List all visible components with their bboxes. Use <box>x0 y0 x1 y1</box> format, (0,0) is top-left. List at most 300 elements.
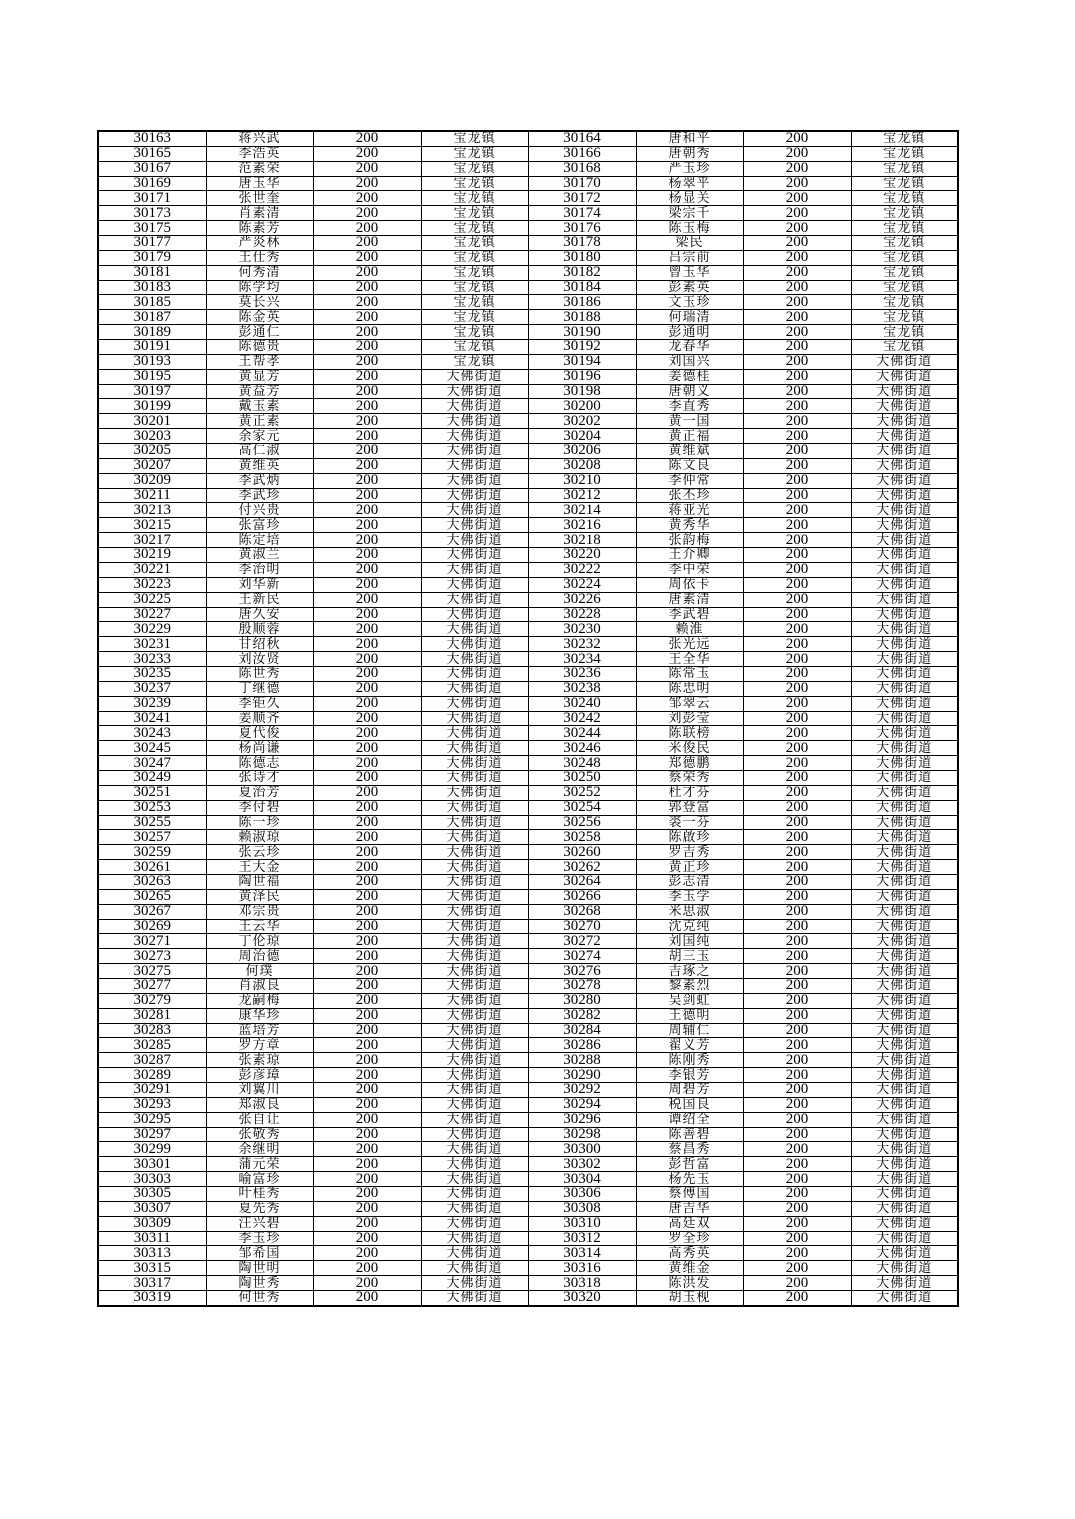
serial-number-cell: 30307 <box>98 1201 206 1216</box>
name-cell: 梁民 <box>636 236 743 251</box>
amount-cell: 200 <box>313 1246 421 1261</box>
name-cell: 黄维金 <box>636 1261 743 1276</box>
name-cell: 李付碧 <box>206 800 313 815</box>
area-cell: 大佛街道 <box>421 637 528 652</box>
serial-number-cell: 30226 <box>528 592 636 607</box>
area-cell: 大佛街道 <box>421 1127 528 1142</box>
name-cell: 刘翼川 <box>206 1083 313 1098</box>
serial-number-cell: 30222 <box>528 562 636 577</box>
area-cell: 大佛街道 <box>421 800 528 815</box>
amount-cell: 200 <box>743 1038 851 1053</box>
amount-cell: 200 <box>313 666 421 681</box>
serial-number-cell: 30207 <box>98 458 206 473</box>
serial-number-cell: 30288 <box>528 1053 636 1068</box>
amount-cell: 200 <box>743 1112 851 1127</box>
area-cell: 宝龙镇 <box>851 265 958 280</box>
serial-number-cell: 30171 <box>98 191 206 206</box>
serial-number-cell: 30254 <box>528 800 636 815</box>
serial-number-cell: 30173 <box>98 206 206 221</box>
serial-number-cell: 30251 <box>98 785 206 800</box>
name-cell: 裘一芬 <box>636 815 743 830</box>
serial-number-cell: 30299 <box>98 1142 206 1157</box>
serial-number-cell: 30211 <box>98 488 206 503</box>
serial-number-cell: 30274 <box>528 949 636 964</box>
area-cell: 宝龙镇 <box>851 131 958 146</box>
table-row <box>98 607 958 622</box>
area-cell: 大佛街道 <box>421 1261 528 1276</box>
name-cell: 陈世秀 <box>206 666 313 681</box>
serial-number-cell: 30214 <box>528 503 636 518</box>
serial-number-cell: 30240 <box>528 696 636 711</box>
name-cell: 余家元 <box>206 429 313 444</box>
amount-cell: 200 <box>313 161 421 176</box>
name-cell: 王介卿 <box>636 548 743 563</box>
amount-cell: 200 <box>313 815 421 830</box>
area-cell: 大佛街道 <box>851 384 958 399</box>
table-row <box>98 310 958 325</box>
amount-cell: 200 <box>743 473 851 488</box>
area-cell: 大佛街道 <box>421 978 528 993</box>
amount-cell: 200 <box>313 221 421 236</box>
serial-number-cell: 30198 <box>528 384 636 399</box>
name-cell: 李治明 <box>206 562 313 577</box>
amount-cell: 200 <box>743 429 851 444</box>
table-row <box>98 399 958 414</box>
area-cell: 大佛街道 <box>851 964 958 979</box>
serial-number-cell: 30196 <box>528 369 636 384</box>
table-row <box>98 458 958 473</box>
name-cell: 曾玉华 <box>636 265 743 280</box>
amount-cell: 200 <box>743 815 851 830</box>
area-cell: 大佛街道 <box>421 1083 528 1098</box>
table-row <box>98 1097 958 1112</box>
table-body <box>98 131 958 1306</box>
name-cell: 彭志清 <box>636 874 743 889</box>
table-row <box>98 1231 958 1246</box>
name-cell: 胡三玉 <box>636 949 743 964</box>
area-cell: 大佛街道 <box>851 444 958 459</box>
serial-number-cell: 30180 <box>528 250 636 265</box>
name-cell: 陈善碧 <box>636 1127 743 1142</box>
table-row <box>98 1112 958 1127</box>
area-cell: 宝龙镇 <box>421 236 528 251</box>
serial-number-cell: 30164 <box>528 131 636 146</box>
amount-cell: 200 <box>743 562 851 577</box>
serial-number-cell: 30223 <box>98 577 206 592</box>
serial-number-cell: 30229 <box>98 622 206 637</box>
table-row <box>98 637 958 652</box>
amount-cell: 200 <box>313 191 421 206</box>
area-cell: 大佛街道 <box>421 696 528 711</box>
name-cell: 周依卡 <box>636 577 743 592</box>
name-cell: 何秀清 <box>206 265 313 280</box>
amount-cell: 200 <box>743 756 851 771</box>
table-row <box>98 354 958 369</box>
name-cell: 王大金 <box>206 860 313 875</box>
serial-number-cell: 30190 <box>528 325 636 340</box>
name-cell: 黄显芳 <box>206 369 313 384</box>
serial-number-cell: 30189 <box>98 325 206 340</box>
area-cell: 宝龙镇 <box>851 280 958 295</box>
table-row <box>98 562 958 577</box>
serial-number-cell: 30206 <box>528 444 636 459</box>
table-row <box>98 919 958 934</box>
name-cell: 唐朝义 <box>636 384 743 399</box>
area-cell: 大佛街道 <box>421 1038 528 1053</box>
area-cell: 大佛街道 <box>851 1008 958 1023</box>
name-cell: 罗全珍 <box>636 1231 743 1246</box>
name-cell: 姜德桂 <box>636 369 743 384</box>
serial-number-cell: 30306 <box>528 1187 636 1202</box>
serial-number-cell: 30256 <box>528 815 636 830</box>
name-cell: 龙春华 <box>636 340 743 355</box>
area-cell: 大佛街道 <box>851 1187 958 1202</box>
amount-cell: 200 <box>313 874 421 889</box>
table-row <box>98 770 958 785</box>
serial-number-cell: 30317 <box>98 1276 206 1291</box>
amount-cell: 200 <box>743 458 851 473</box>
serial-number-cell: 30246 <box>528 741 636 756</box>
area-cell: 大佛街道 <box>851 889 958 904</box>
amount-cell: 200 <box>743 919 851 934</box>
serial-number-cell: 30267 <box>98 904 206 919</box>
name-cell: 陈洪发 <box>636 1276 743 1291</box>
table-row <box>98 280 958 295</box>
area-cell: 大佛街道 <box>851 1127 958 1142</box>
amount-cell: 200 <box>743 1008 851 1023</box>
amount-cell: 200 <box>313 964 421 979</box>
amount-cell: 200 <box>313 1201 421 1216</box>
table-row <box>98 444 958 459</box>
name-cell: 彭通明 <box>636 325 743 340</box>
table-row <box>98 1276 958 1291</box>
name-cell: 叶桂秀 <box>206 1187 313 1202</box>
amount-cell: 200 <box>743 637 851 652</box>
amount-cell: 200 <box>743 1053 851 1068</box>
name-cell: 唐吉华 <box>636 1201 743 1216</box>
area-cell: 大佛街道 <box>421 1023 528 1038</box>
area-cell: 大佛街道 <box>851 592 958 607</box>
table-row <box>98 1201 958 1216</box>
serial-number-cell: 30295 <box>98 1112 206 1127</box>
name-cell: 陈刚秀 <box>636 1053 743 1068</box>
area-cell: 大佛街道 <box>851 770 958 785</box>
table-row <box>98 176 958 191</box>
name-cell: 姜顺齐 <box>206 711 313 726</box>
name-cell: 张自让 <box>206 1112 313 1127</box>
serial-number-cell: 30195 <box>98 369 206 384</box>
amount-cell: 200 <box>313 711 421 726</box>
serial-number-cell: 30213 <box>98 503 206 518</box>
name-cell: 陈学均 <box>206 280 313 295</box>
serial-number-cell: 30313 <box>98 1246 206 1261</box>
amount-cell: 200 <box>743 1068 851 1083</box>
area-cell: 大佛街道 <box>851 458 958 473</box>
area-cell: 大佛街道 <box>851 815 958 830</box>
amount-cell: 200 <box>743 161 851 176</box>
amount-cell: 200 <box>313 1276 421 1291</box>
area-cell: 宝龙镇 <box>851 146 958 161</box>
name-cell: 陈联榜 <box>636 726 743 741</box>
area-cell: 大佛街道 <box>851 577 958 592</box>
amount-cell: 200 <box>313 681 421 696</box>
serial-number-cell: 30167 <box>98 161 206 176</box>
area-cell: 宝龙镇 <box>851 250 958 265</box>
amount-cell: 200 <box>313 1157 421 1172</box>
serial-number-cell: 30194 <box>528 354 636 369</box>
table-row <box>98 518 958 533</box>
amount-cell: 200 <box>743 206 851 221</box>
name-cell: 严炎林 <box>206 236 313 251</box>
amount-cell: 200 <box>313 369 421 384</box>
serial-number-cell: 30216 <box>528 518 636 533</box>
serial-number-cell: 30236 <box>528 666 636 681</box>
name-cell: 郑淑良 <box>206 1097 313 1112</box>
name-cell: 文玉珍 <box>636 295 743 310</box>
table-row <box>98 473 958 488</box>
amount-cell: 200 <box>313 503 421 518</box>
amount-cell: 200 <box>743 280 851 295</box>
table-row <box>98 1261 958 1276</box>
serial-number-cell: 30305 <box>98 1187 206 1202</box>
amount-cell: 200 <box>743 1201 851 1216</box>
amount-cell: 200 <box>313 310 421 325</box>
amount-cell: 200 <box>313 488 421 503</box>
area-cell: 宝龙镇 <box>851 236 958 251</box>
serial-number-cell: 30297 <box>98 1127 206 1142</box>
area-cell: 大佛街道 <box>851 1276 958 1291</box>
serial-number-cell: 30303 <box>98 1172 206 1187</box>
area-cell: 大佛街道 <box>851 548 958 563</box>
serial-number-cell: 30199 <box>98 399 206 414</box>
serial-number-cell: 30178 <box>528 236 636 251</box>
area-cell: 大佛街道 <box>851 1291 958 1306</box>
amount-cell: 200 <box>743 369 851 384</box>
name-cell: 余继明 <box>206 1142 313 1157</box>
name-cell: 陈金英 <box>206 310 313 325</box>
table-row <box>98 503 958 518</box>
name-cell: 黄秀华 <box>636 518 743 533</box>
table-row <box>98 874 958 889</box>
serial-number-cell: 30245 <box>98 741 206 756</box>
area-cell: 大佛街道 <box>421 681 528 696</box>
amount-cell: 200 <box>313 830 421 845</box>
serial-number-cell: 30263 <box>98 874 206 889</box>
serial-number-cell: 30252 <box>528 785 636 800</box>
table-row <box>98 1291 958 1306</box>
table-row <box>98 889 958 904</box>
serial-number-cell: 30166 <box>528 146 636 161</box>
table-row <box>98 1157 958 1172</box>
amount-cell: 200 <box>743 934 851 949</box>
amount-cell: 200 <box>743 978 851 993</box>
table-row <box>98 934 958 949</box>
amount-cell: 200 <box>313 1216 421 1231</box>
serial-number-cell: 30255 <box>98 815 206 830</box>
serial-number-cell: 30284 <box>528 1023 636 1038</box>
serial-number-cell: 30218 <box>528 533 636 548</box>
serial-number-cell: 30188 <box>528 310 636 325</box>
name-cell: 黄维英 <box>206 458 313 473</box>
serial-number-cell: 30244 <box>528 726 636 741</box>
area-cell: 大佛街道 <box>421 1157 528 1172</box>
name-cell: 张诗才 <box>206 770 313 785</box>
table-row <box>98 949 958 964</box>
table-row <box>98 592 958 607</box>
name-cell: 康华珍 <box>206 1008 313 1023</box>
area-cell: 大佛街道 <box>421 1068 528 1083</box>
name-cell: 黎素烈 <box>636 978 743 993</box>
amount-cell: 200 <box>313 1127 421 1142</box>
amount-cell: 200 <box>743 399 851 414</box>
name-cell: 张丕珍 <box>636 488 743 503</box>
name-cell: 彭素英 <box>636 280 743 295</box>
amount-cell: 200 <box>313 1097 421 1112</box>
serial-number-cell: 30285 <box>98 1038 206 1053</box>
serial-number-cell: 30320 <box>528 1291 636 1306</box>
name-cell: 严玉珍 <box>636 161 743 176</box>
amount-cell: 200 <box>743 384 851 399</box>
area-cell: 宝龙镇 <box>851 221 958 236</box>
serial-number-cell: 30272 <box>528 934 636 949</box>
area-cell: 大佛街道 <box>421 518 528 533</box>
amount-cell: 200 <box>313 206 421 221</box>
name-cell: 吴剑虹 <box>636 993 743 1008</box>
area-cell: 大佛街道 <box>851 607 958 622</box>
amount-cell: 200 <box>313 622 421 637</box>
name-cell: 李中荣 <box>636 562 743 577</box>
serial-number-cell: 30193 <box>98 354 206 369</box>
area-cell: 大佛街道 <box>851 830 958 845</box>
name-cell: 黄淑兰 <box>206 548 313 563</box>
area-cell: 大佛街道 <box>851 1261 958 1276</box>
amount-cell: 200 <box>313 354 421 369</box>
name-cell: 王德明 <box>636 1008 743 1023</box>
amount-cell: 200 <box>313 146 421 161</box>
subsidy-roster-table <box>97 130 959 1307</box>
amount-cell: 200 <box>313 637 421 652</box>
serial-number-cell: 30308 <box>528 1201 636 1216</box>
name-cell: 张世奎 <box>206 191 313 206</box>
name-cell: 汪兴碧 <box>206 1216 313 1231</box>
amount-cell: 200 <box>743 904 851 919</box>
serial-number-cell: 30217 <box>98 533 206 548</box>
serial-number-cell: 30239 <box>98 696 206 711</box>
name-cell: 翟义芳 <box>636 1038 743 1053</box>
serial-number-cell: 30176 <box>528 221 636 236</box>
area-cell: 大佛街道 <box>421 993 528 1008</box>
amount-cell: 200 <box>743 265 851 280</box>
amount-cell: 200 <box>313 384 421 399</box>
table-row <box>98 845 958 860</box>
area-cell: 宝龙镇 <box>421 310 528 325</box>
serial-number-cell: 30302 <box>528 1157 636 1172</box>
name-cell: 黄一国 <box>636 414 743 429</box>
table-row <box>98 236 958 251</box>
serial-number-cell: 30296 <box>528 1112 636 1127</box>
area-cell: 大佛街道 <box>851 1201 958 1216</box>
area-cell: 大佛街道 <box>851 429 958 444</box>
name-cell: 黄正福 <box>636 429 743 444</box>
amount-cell: 200 <box>743 726 851 741</box>
name-cell: 周治德 <box>206 949 313 964</box>
amount-cell: 200 <box>313 577 421 592</box>
amount-cell: 200 <box>313 1038 421 1053</box>
amount-cell: 200 <box>313 265 421 280</box>
serial-number-cell: 30250 <box>528 770 636 785</box>
name-cell: 米思淑 <box>636 904 743 919</box>
serial-number-cell: 30310 <box>528 1216 636 1231</box>
amount-cell: 200 <box>313 607 421 622</box>
serial-number-cell: 30279 <box>98 993 206 1008</box>
amount-cell: 200 <box>743 592 851 607</box>
name-cell: 杨翠平 <box>636 176 743 191</box>
table-row <box>98 1053 958 1068</box>
serial-number-cell: 30202 <box>528 414 636 429</box>
amount-cell: 200 <box>313 993 421 1008</box>
name-cell: 何世秀 <box>206 1291 313 1306</box>
name-cell: 黄维斌 <box>636 444 743 459</box>
name-cell: 陈素芳 <box>206 221 313 236</box>
serial-number-cell: 30179 <box>98 250 206 265</box>
amount-cell: 200 <box>743 770 851 785</box>
area-cell: 大佛街道 <box>421 562 528 577</box>
name-cell: 彭哲富 <box>636 1157 743 1172</box>
amount-cell: 200 <box>743 444 851 459</box>
name-cell: 陈常玉 <box>636 666 743 681</box>
name-cell: 陈啟珍 <box>636 830 743 845</box>
area-cell: 大佛街道 <box>421 666 528 681</box>
area-cell: 大佛街道 <box>421 741 528 756</box>
name-cell: 王全华 <box>636 652 743 667</box>
area-cell: 大佛街道 <box>421 548 528 563</box>
area-cell: 大佛街道 <box>421 429 528 444</box>
name-cell: 蔡傅国 <box>636 1187 743 1202</box>
name-cell: 甘绍秋 <box>206 637 313 652</box>
amount-cell: 200 <box>313 399 421 414</box>
area-cell: 宝龙镇 <box>851 340 958 355</box>
amount-cell: 200 <box>313 652 421 667</box>
serial-number-cell: 30298 <box>528 1127 636 1142</box>
name-cell: 戴玉素 <box>206 399 313 414</box>
amount-cell: 200 <box>313 518 421 533</box>
serial-number-cell: 30163 <box>98 131 206 146</box>
area-cell: 大佛街道 <box>851 726 958 741</box>
table-row <box>98 993 958 1008</box>
serial-number-cell: 30264 <box>528 874 636 889</box>
area-cell: 宝龙镇 <box>421 265 528 280</box>
serial-number-cell: 30315 <box>98 1261 206 1276</box>
amount-cell: 200 <box>313 1008 421 1023</box>
area-cell: 宝龙镇 <box>421 146 528 161</box>
name-cell: 刘汝贤 <box>206 652 313 667</box>
area-cell: 宝龙镇 <box>421 325 528 340</box>
area-cell: 大佛街道 <box>421 860 528 875</box>
table-row <box>98 978 958 993</box>
amount-cell: 200 <box>313 444 421 459</box>
area-cell: 大佛街道 <box>851 1112 958 1127</box>
area-cell: 大佛街道 <box>421 1053 528 1068</box>
serial-number-cell: 30277 <box>98 978 206 993</box>
name-cell: 吕宗前 <box>636 250 743 265</box>
amount-cell: 200 <box>743 860 851 875</box>
name-cell: 税国良 <box>636 1097 743 1112</box>
amount-cell: 200 <box>313 1172 421 1187</box>
area-cell: 大佛街道 <box>851 369 958 384</box>
area-cell: 大佛街道 <box>421 1201 528 1216</box>
serial-number-cell: 30227 <box>98 607 206 622</box>
amount-cell: 200 <box>313 1231 421 1246</box>
